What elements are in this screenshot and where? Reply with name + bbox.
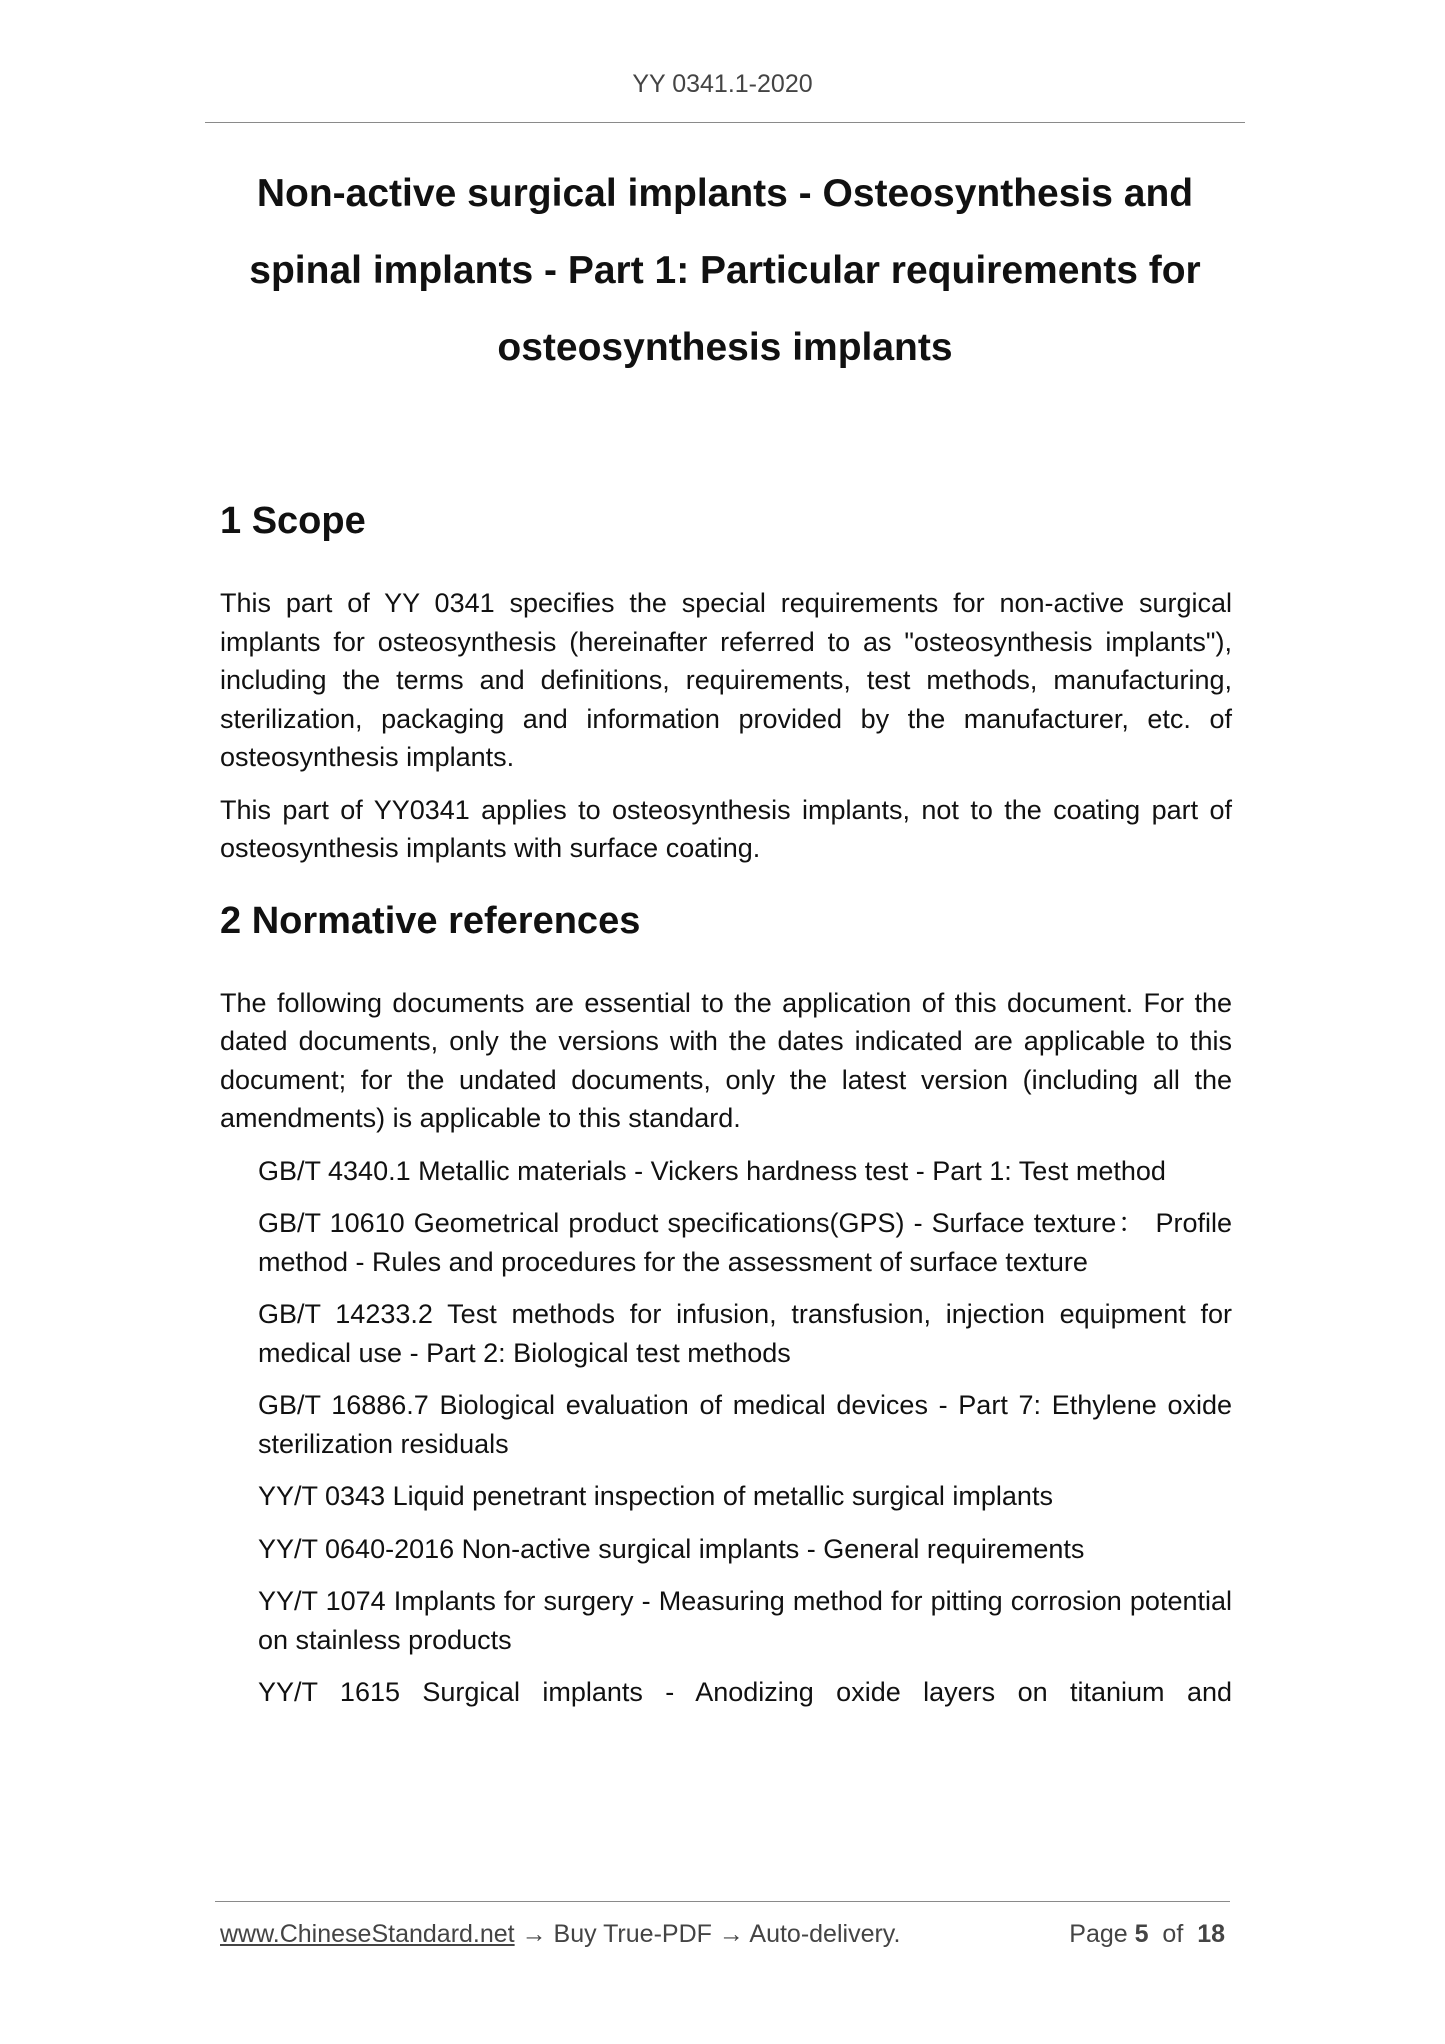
section-heading-normative-references: 2 Normative references: [220, 899, 641, 942]
reference-item: GB/T 4340.1 Metallic materials - Vickers hardness test - Part 1: Test method: [258, 1155, 1166, 1186]
reference-item: GB/T 14233.2 Test methods for infusion, transfusion, injection equipment for medical use - Part 2: Biological test methods: [258, 1299, 1232, 1368]
reference-item: YY/T 0640-2016 Non-active surgical implants - General requirements: [258, 1533, 1085, 1564]
reference-list: [220, 1152, 1232, 1712]
document-title: Non-active surgical implants - Osteosynthesis and spinal implants - Part 1: Particular requirements for osteosynthesis implants: [249, 172, 1201, 369]
footer-promo: [220, 1920, 900, 1949]
reference-item: GB/T 16886.7 Biological evaluation of medical devices - Part 7: Ethylene oxide sterilization residuals: [258, 1390, 1232, 1459]
scope-paragraph: This part of YY 0341 specifies the special requirements for non-active surgical implants for osteosynthesis (hereinafter referred to as "osteosynthesis implants"), including the terms and definitions, requirements, test methods, manufacturing, sterilization, packaging and information provided by the manufacturer, etc. of osteosynthesis implants.: [220, 588, 1232, 772]
reference-item: YY/T 1615 Surgical implants - Anodizing oxide layers on titanium and: [258, 1677, 1232, 1707]
footer-divider: [215, 1901, 1230, 1902]
normative-intro-paragraph: The following documents are essential to the application of this document. For the dated documents, only the versions with the dates indicated are applicable to this document; for the undated documents, only the latest version (including all the amendments) is applicable to this standard.: [220, 987, 1232, 1133]
reference-item: YY/T 0343 Liquid penetrant inspection of metallic surgical implants: [258, 1481, 1053, 1511]
header-divider: [205, 122, 1245, 123]
page-current: 5: [1134, 1920, 1149, 1948]
header-standard-code: YY 0341.1-2020: [632, 70, 813, 98]
scope-paragraph: This part of YY0341 applies to osteosynthesis implants, not to the coating part of osteosynthesis implants with surface coating.: [220, 794, 1232, 863]
page-indicator: [1069, 1920, 1225, 1949]
section-heading-scope: 1 Scope: [220, 500, 366, 542]
page-of-label: of: [1162, 1920, 1184, 1948]
document-body: [220, 498, 1232, 1712]
reference-item: YY/T 1074 Implants for surgery - Measuring method for pitting corrosion potential on stainless products: [258, 1586, 1232, 1655]
page-total: 18: [1197, 1920, 1225, 1948]
footer-tagline: → Buy True-PDF → Auto-delivery.: [514, 1920, 901, 1948]
page-label: Page: [1069, 1920, 1128, 1948]
reference-item: GB/T 10610 Geometrical product specifications(GPS) - Surface texture： Profile method - Rules and procedures for the assessment of surface texture: [258, 1208, 1232, 1277]
website-link[interactable]: www.ChineseStandard.net: [220, 1920, 515, 1948]
